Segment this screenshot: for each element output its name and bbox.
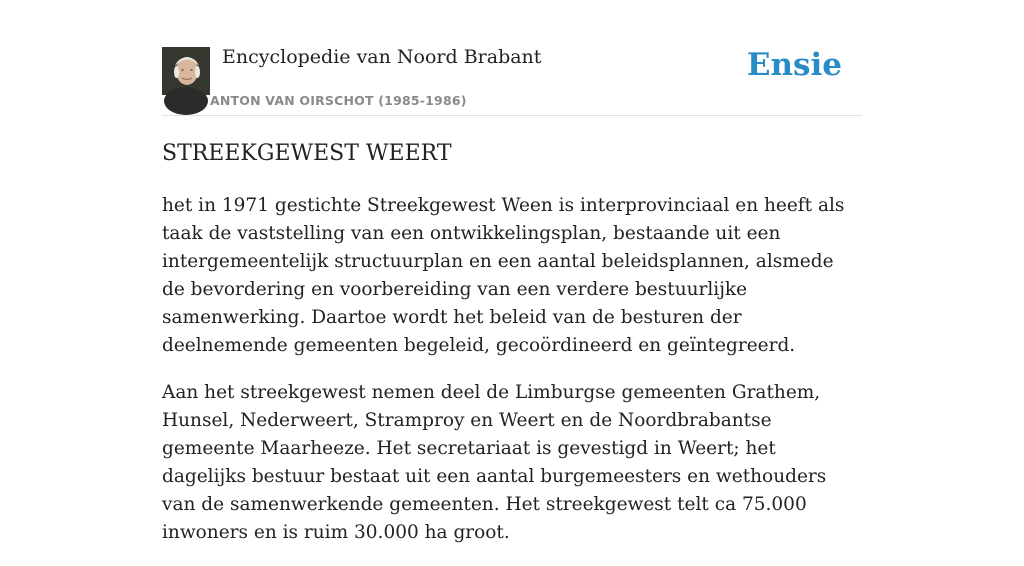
source-title[interactable]: Encyclopedie van Noord Brabant <box>222 46 542 68</box>
ensie-logo[interactable]: Ensie <box>746 47 842 83</box>
source-header <box>162 0 862 116</box>
author-avatar <box>162 47 210 95</box>
article-body <box>162 192 862 566</box>
page-title: STREEKGEWEST WEERT <box>162 141 452 166</box>
author-name: ANTON VAN OIRSCHOT (1985-1986) <box>210 93 467 108</box>
article-paragraph: Aan het streekgewest nemen deel de Limburgse gemeenten Grathem, Hunsel, Nederweert, Stramproy en Weert en de Noordbrabantse gemeente Maarheeze. Het secretariaat is gevestigd in Weert; het dagelijks bestuur bestaat uit een aantal burgemeesters en wethouders van de samenwerkende gemeenten. Het streekgewest telt ca 75.000 inwoners en is ruim 30.000 ha groot. <box>162 382 827 543</box>
article-paragraph: het in 1971 gestichte Streekgewest Ween is interprovinciaal en heeft als taak de vaststelling van een ontwikkelingsplan, bestaande uit een intergemeentelijk structuurplan en een aantal beleidsplannen, alsmede de bevordering en voorbereiding van een verdere bestuurlijke samenwerking. Daartoe wordt het beleid van de besturen der deelnemende gemeenten begeleid, gecoördineerd en geïntegreerd. <box>162 195 845 356</box>
author-portrait-icon <box>162 47 210 95</box>
page-container <box>162 0 862 543</box>
